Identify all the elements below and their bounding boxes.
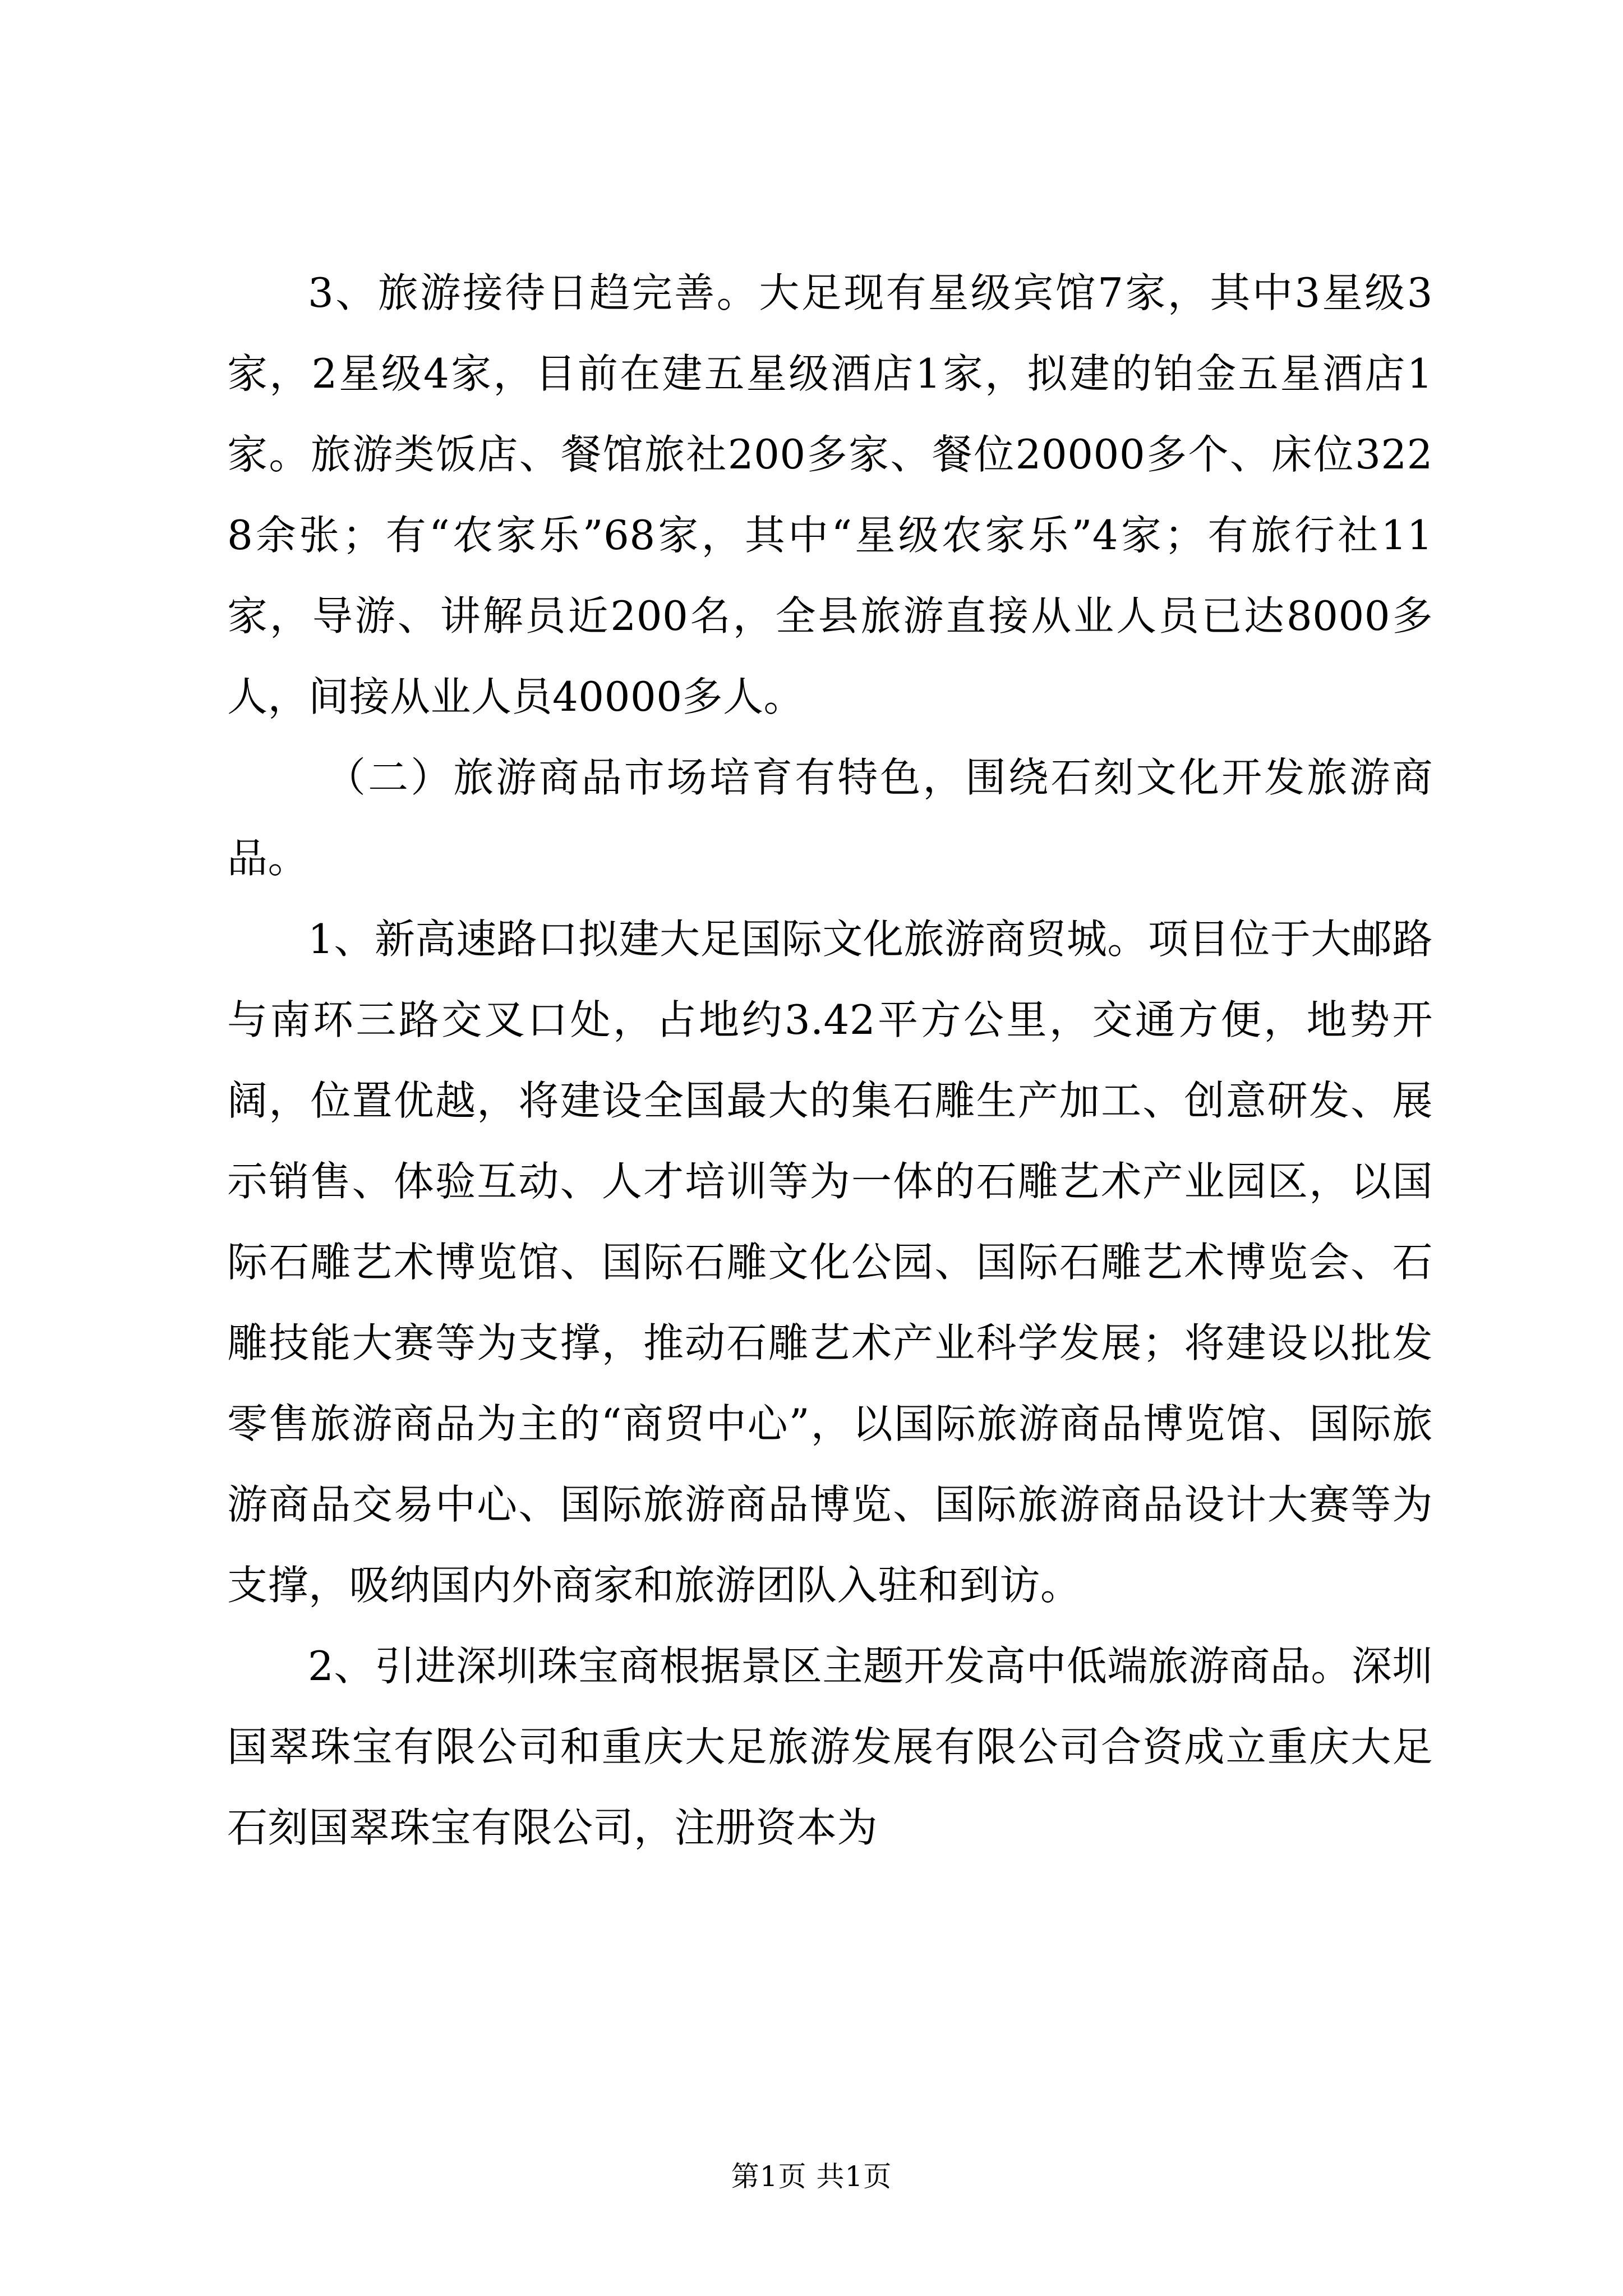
paragraph-trade-city: 1、新高速路口拟建大足国际文化旅游商贸城。项目位于大邮路与南环三路交叉口处，占地约3.42平方公里，交通方便，地势开阔，位置优越，将建设全国最大的集石雕生产加工、创意研发、展示销售、体验互动、人才培训等为一体的石雕艺术产业园区，以国际石雕艺术博览馆、国际石雕文化公园、国际石雕艺术博览会、石雕技能大赛等为支撑，推动石雕艺术产业科学发展；将建设以批发零售旅游商品为主的“商贸中心”，以国际旅游商品博览馆、国际旅游商品交易中心、国际旅游商品博览、国际旅游商品设计大赛等为支撑，吸纳国内外商家和旅游团队入驻和到访。	[227, 915, 1433, 1609]
paragraph-jewelry-partner: 2、引进深圳珠宝商根据景区主题开发高中低端旅游商品。深圳国翠珠宝有限公司和重庆大足旅游发展有限公司合资成立重庆大足石刻国翠珠宝有限公司，注册资本为	[227, 1642, 1433, 1851]
paragraph-tourism-reception: 3、旅游接待日趋完善。大足现有星级宾馆7家，其中3星级3家，2星级4家，目前在建五星级酒店1家，拟建的铂金五星酒店1家。旅游类饭店、餐馆旅社200多家、餐位20000多个、床位3228余张；有“农家乐”68家，其中“星级农家乐”4家；有旅行社11家，导游、讲解员近200名，全县旅游直接从业人员已达8000多人，间接从业人员40000多人。	[227, 269, 1433, 720]
document-body	[227, 252, 1433, 1868]
page-footer: 第1页 共1页	[731, 2160, 892, 2193]
section-heading-tourism-goods: （二）旅游商品市场培育有特色，围绕石刻文化开发旅游商品。	[227, 754, 1433, 882]
